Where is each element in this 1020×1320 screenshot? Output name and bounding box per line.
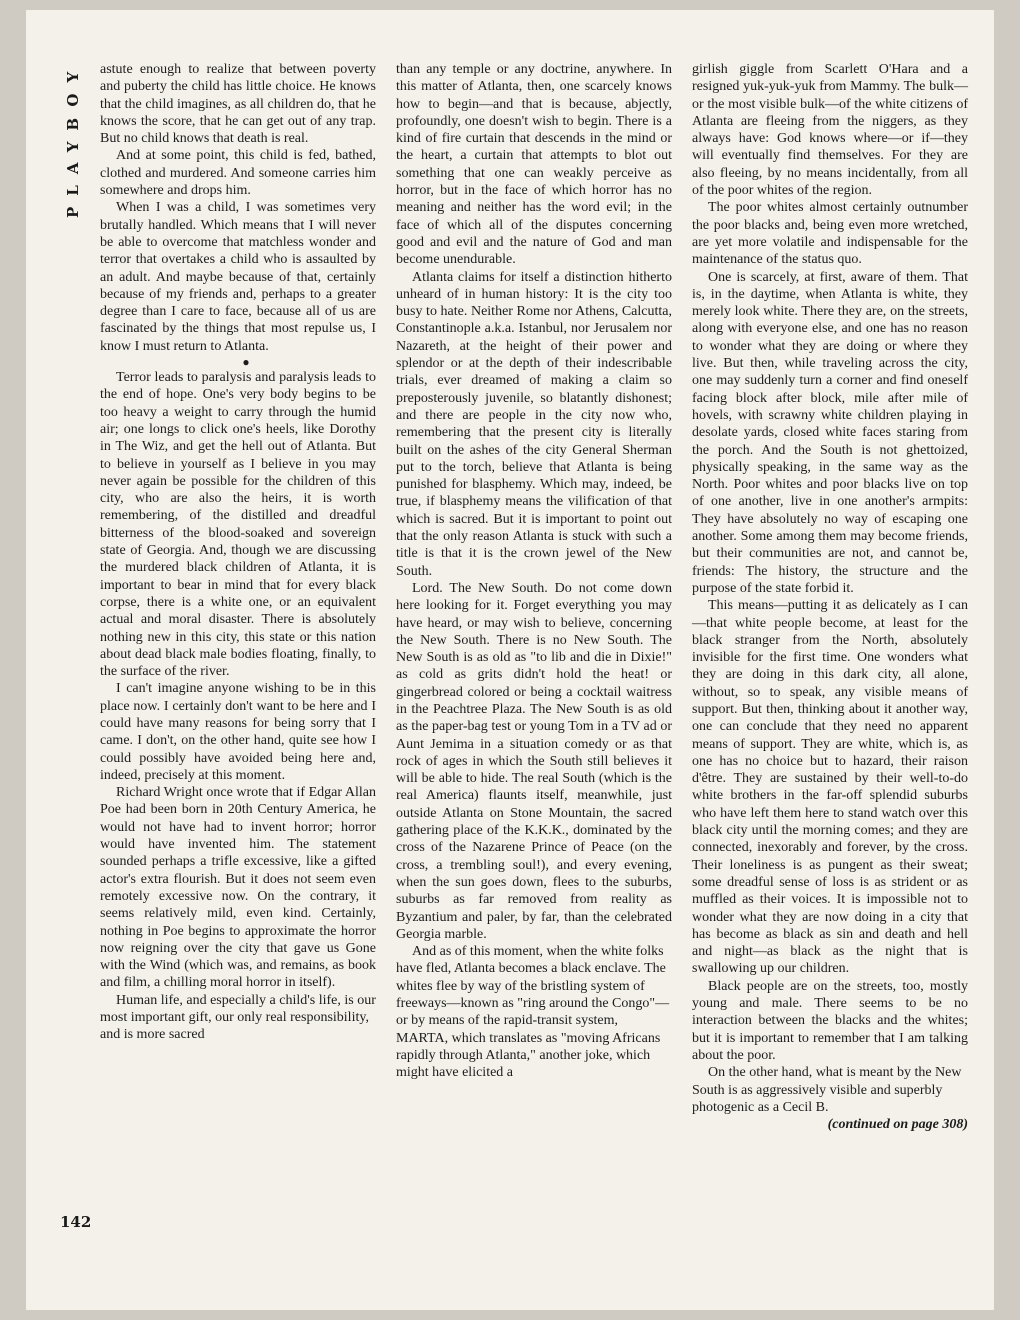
paragraph: than any temple or any doctrine, anywhere. In this matter of Atlanta, then, one scarcely knows how to begin—and that is because, abjectly, profoundly, one doesn't wish to begin. There is a kind of fire curtain that descends in the mind or the heart, a curtain that attempts to blot out something that one can weakly perceive as horror, but in the face of which horror has no meaning and neither has the word evil; in the face of which all of the disputes concerning good and evil and the nature of God and man become unendurable. <box>396 62 672 268</box>
paragraph: Atlanta claims for itself a distinction hitherto unheard of in human history: It is the city too busy to hate. Neither Rome nor Athens, Calcutta, Constantinople a.k.a. Istanbul, nor Jerusalem nor Nazareth, at the height of their power and splendor or at the depth of their indescribable trials, ever dreamed of making a claim so preposterously juvenile, so blatantly dishonest; and there are people in the city now who, remembering that the present city is literally built on the ashes of the city General Sherman put to the torch, believe that Atlanta is being punished for blasphemy. Which may, indeed, be true, if blasphemy means the vilification of that which is sacred. But it is important to point out that the only reason Atlanta is stuck with such a title is that it is the crown jewel of the New South. <box>396 269 672 579</box>
paragraph: One is scarcely, at first, aware of them. That is, in the daytime, when Atlanta is white, they merely look white. There they are, on the streets, along with everyone else, and one has no reason to wonder what they are doing or where they live. But then, while traveling across the city, one may suddenly turn a corner and find oneself facing block after block, mile after mile of hovels, with scrawny white children playing in desolate yards, closed white faces staring from the porch. And the South is not ghettoized, physically speaking, in the same way as the North. Poor whites and poor blacks live on top of one another, live in one another's armpits: They have absolutely no way of escaping one another. Some among them may become friends, but their communities are not, and cannot be, friends: The history, the structure and the purpose of the state forbid it. <box>692 269 968 596</box>
masthead <box>64 60 94 238</box>
paragraph: And at some point, this child is fed, bathed, clothed and murdered. And someone carries him somewhere and drops him. <box>100 148 376 199</box>
paragraph: I can't imagine anyone wishing to be in this place now. I certainly don't want to be here and I could have many reasons for being sorry that I came. I don't, on the other hand, quite see how I could possibly have avoided being here and, indeed, precisely at this moment. <box>100 681 376 783</box>
paragraph: girlish giggle from Scarlett O'Hara and a resigned yuk-yuk-yuk from Mammy. The bulk—or the most visible bulk—of the white citizens of Atlanta are fleeing from the niggers, as they always have: God knows where—or if—they will eventually find themselves. For they are also fleeing, by no means incidentally, from all of the poor whites of the region. <box>692 62 968 199</box>
continued-note: (continued on page 308) <box>827 1117 968 1133</box>
paragraph: And as of this moment, when the white folks have fled, Atlanta becomes a black enclave. The whites flee by way of the bristling system of freeways—known as "ring around the Congo"—or by means of the rapid-transit system, MARTA, which translates as "moving Africans rapidly through Atlanta," another joke, which might have elicited a <box>396 944 670 1081</box>
paragraph: When I was a child, I was sometimes very brutally handled. Which means that I will never be able to overcome that matchless wonder and terror that overtakes a child who is assaulted by an adult. And maybe because of that, certainly because of my friends and, perhaps to a greater degree than I care to face, because all of us are fascinated by the things that most repulse us, I know I must return to Atlanta. <box>100 200 376 354</box>
paragraph: Human life, and especially a child's life, is our most important gift, our only real responsibility, and is more sacred <box>100 992 376 1043</box>
masthead-title: PLAYBOY <box>64 60 82 218</box>
paragraph: Terror leads to paralysis and paralysis leads to the end of hope. One's very body begins to be too heavy a weight to carry through the humid air; one longs to click one's heels, like Dorothy in The Wiz, and get the hell out of Atlanta. But to believe in yourself as I believe in you may never again be possible for the children of this city, who are also the heirs, it is worth remembering, of the distilled and dreadful bitterness of the blood-soaked and sovereign state of Georgia. And, though we are discussing the murdered black children of Atlanta, it is important to bear in mind that for every black corpse, there is a white one, or an equivalent actual and moral disaster. There is absolutely nothing new in this city, this state or this nation about dead black male bodies floating, finally, to the surface of the river. <box>100 370 376 680</box>
column-2 <box>396 61 672 1082</box>
page-number: 142 <box>60 1213 92 1231</box>
paragraph: Richard Wright once wrote that if Edgar Allan Poe had been born in 20th Century America, he would not have had to invent horror; horror would have invented him. The statement sounded perhaps a trifle excessive, like a gifted actor's extra flourish. But it does not seem even remotely excessive now. On the contrary, it seems relatively mild, even kind. Certainly, nothing in Poe begins to approximate the horror now reigning over the city that gave us Gone with the Wind (which was, and remains, as book and film, a chilling moral horror in itself). <box>100 785 376 991</box>
section-separator: ● <box>242 355 250 370</box>
paragraph: This means—putting it as delicately as I can—that white people become, at least for the black stranger from the North, absolutely invisible for the first time. One wonders what they are doing in this dark city, all alone, without, so to speak, any visible means of support. But then, thinking about it another way, one can conclude that they need no apparent means of support. They are white, which is, as one has no choice but to hazard, their raison d'être. They are sustained by their well-to-do white brothers in the far-off splendid suburbs who have left them here to stand watch over this black city until the morning comes; and they are connected, inexorably and forever, by the cross. Their loneliness is as pungent as their sweat; some dreadful sense of loss is as strident or as muffled as their voices. It is impossible not to wonder what they are now doing in a city that has become as black as sin and death and hell and night—as black as the night that is swallowing up our children. <box>692 598 968 977</box>
magazine-page <box>26 10 994 1310</box>
column-1 <box>100 61 376 1044</box>
paragraph: The poor whites almost certainly outnumber the poor blacks and, being even more wretched, are yet more volatile and indispensable for the maintenance of the status quo. <box>692 200 968 268</box>
paragraph: On the other hand, what is meant by the New South is as aggressively visible and superbly photogenic as a Cecil B. <box>692 1065 962 1115</box>
paragraph: astute enough to realize that between poverty and puberty the child has little choice. He knows that the child imagines, as all children do, that he knows the score, that he can get out of any trap. But no child knows that death is real. <box>100 62 376 147</box>
paragraph: Lord. The New South. Do not come down here looking for it. Forget everything you may have heard, or may wish to believe, concerning the New South. There is no New South. The New South is as old as "to lib and die in Dixie!" as cold as grits didn't hold the heat! or gingerbread colored or being a cocktail waitress in the Peachtree Plaza. The New South is as old as the paper-bag test or young Tom in a TV ad or Aunt Jemima in a situation comedy or as that rock of ages in which the South still believes it will be able to hide. The real South (which is the real America) flaunts itself, meanwhile, just outside Atlanta on Stone Mountain, the sacred gathering place of the K.K.K., dominated by the cross of the Nazarene Prince of Peace (on the cross, a trembling soul!), and every evening, when the sun goes down, flees to the suburbs, suburbs as far removed from reality as Byzantium and paler, by far, than the celebrated Georgia marble. <box>396 580 672 942</box>
column-3 <box>692 61 968 1133</box>
paragraph: Black people are on the streets, too, mostly young and male. There seems to be no interaction between the blacks and the whites; but it is important to remember that I am talking about the poor. <box>692 978 968 1063</box>
